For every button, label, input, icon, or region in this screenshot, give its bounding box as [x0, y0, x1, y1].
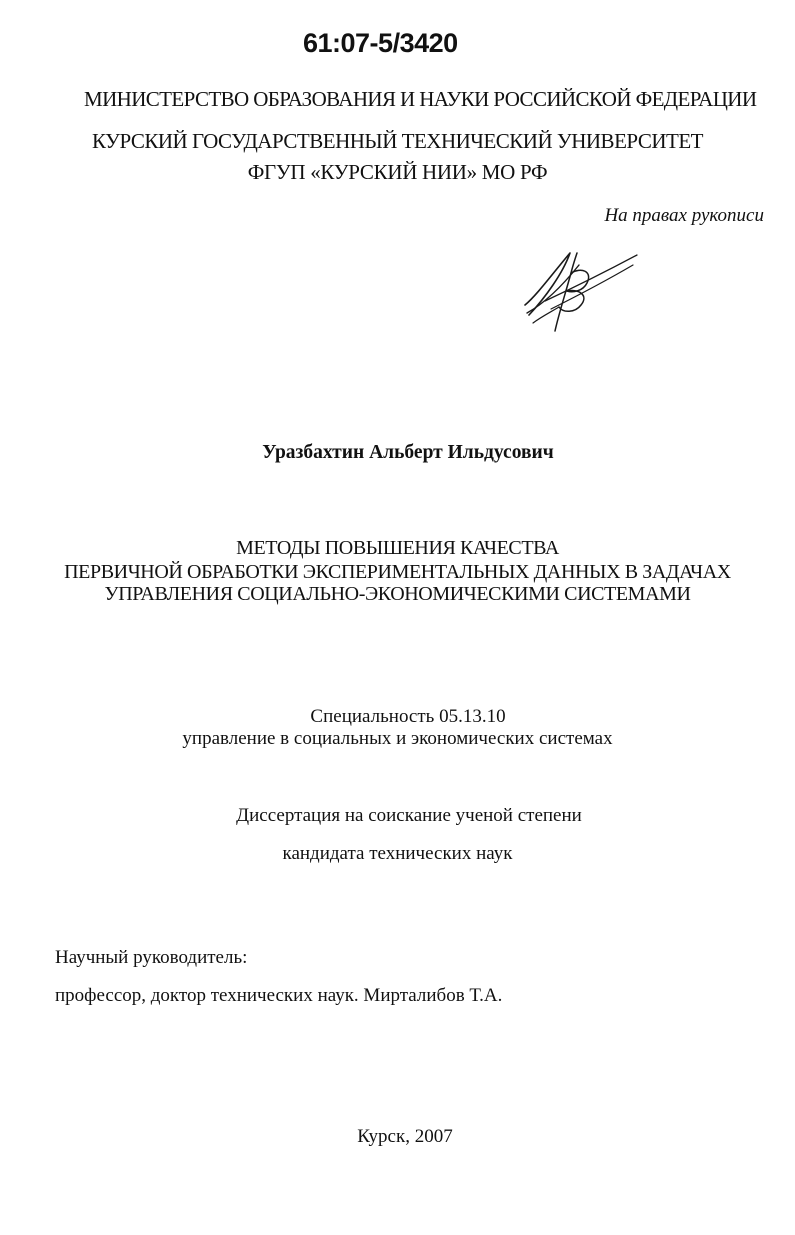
dissertation-degree-line: Диссертация на соискание ученой степени	[236, 805, 582, 826]
manuscript-rights-note: На правах рукописи	[604, 205, 764, 226]
title-line-1: МЕТОДЫ ПОВЫШЕНИЯ КАЧЕСТВА	[236, 537, 559, 559]
advisor-label: Научный руководитель:	[55, 947, 248, 968]
university-heading: КУРСКИЙ ГОСУДАРСТВЕННЫЙ ТЕХНИЧЕСКИЙ УНИВЕРСИТЕТ	[91, 129, 703, 153]
ministry-heading: МИНИСТЕРСТВО ОБРАЗОВАНИЯ И НАУКИ РОССИЙСКОЙ ФЕДЕРАЦИИ	[84, 87, 757, 111]
advisor-name: профессор, доктор технических наук. Мирталибов Т.А.	[55, 985, 503, 1006]
institute-heading: ФГУП «КУРСКИЙ НИИ» МО РФ	[247, 160, 548, 184]
title-line-3: УПРАВЛЕНИЯ СОЦИАЛЬНО-ЭКОНОМИЧЕСКИМИ СИСТЕМАМИ	[104, 583, 691, 605]
title-line-2: ПЕРВИЧНОЙ ОБРАБОТКИ ЭКСПЕРИМЕНТАЛЬНЫХ ДАННЫХ В ЗАДАЧАХ	[64, 561, 731, 583]
city-year: Курск, 2007	[357, 1126, 453, 1147]
handwritten-signature	[515, 243, 640, 333]
author-name: Уразбахтин Альберт Ильдусович	[262, 442, 554, 463]
specialty-name: управление в социальных и экономических системах	[182, 728, 613, 749]
specialty-code: Специальность 05.13.10	[310, 706, 506, 727]
dissertation-field-line: кандидата технических наук	[282, 843, 513, 864]
registry-code: 61:07-5/3420	[303, 28, 458, 58]
